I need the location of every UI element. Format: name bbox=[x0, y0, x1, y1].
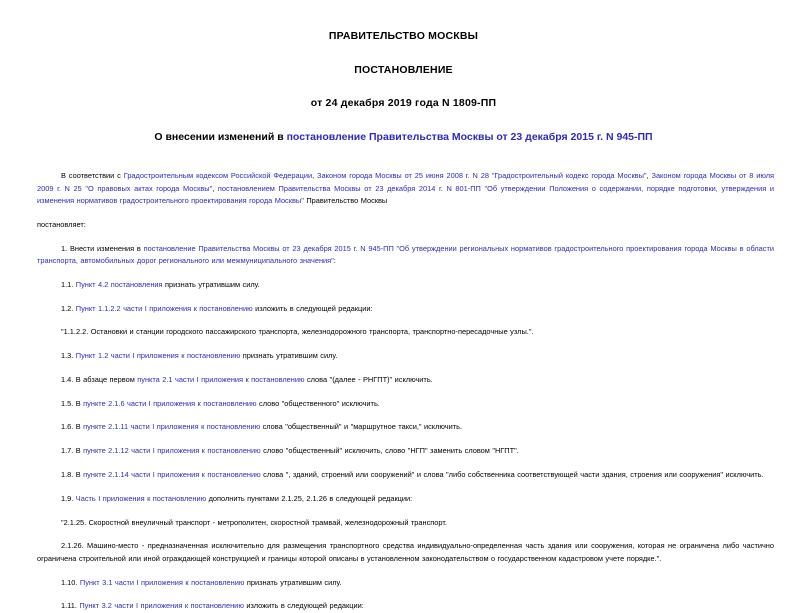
item-1-2-text-1: 1.2. bbox=[61, 303, 76, 313]
document-date-number: от 24 декабря 2019 года N 1809-ПП bbox=[310, 97, 497, 110]
resolves-label: постановляет: bbox=[37, 219, 86, 229]
preamble-link-zakon-28[interactable]: Законом города Москвы от 25 июня 2008 г. N 28 "Градостроительный кодекс города Москвы" bbox=[317, 171, 647, 181]
item-1-7-text-1: 1.7. В bbox=[61, 446, 84, 456]
item-1-11-text-1: 1.11. bbox=[61, 601, 80, 611]
item-1-4-link[interactable]: пункта 2.1 части I приложения к постановлению bbox=[137, 374, 305, 384]
item-1-4 bbox=[37, 374, 774, 386]
item-1-10 bbox=[37, 577, 774, 589]
preamble-link-gradkodeks-rf[interactable]: Градостроительным кодексом Российской Федерации bbox=[123, 171, 313, 181]
item-1-11-link[interactable]: Пункт 3.2 части I приложения к постановлению bbox=[79, 601, 244, 611]
item-1-3-text-2: признать утратившим силу. bbox=[240, 351, 338, 361]
item-1-10-text-2: признать утратившим силу. bbox=[244, 577, 342, 587]
item-1-4-text-2: слова "(далее - РНГПТ)" исключить. bbox=[304, 374, 433, 384]
item-quote-1122 bbox=[37, 326, 774, 338]
preamble-text-5: Правительство Москвы bbox=[303, 196, 388, 206]
item-1-5-text-1: 1.5. В bbox=[61, 398, 84, 408]
preamble-paragraph bbox=[37, 170, 774, 207]
item-1-6-text-2: слова "общественный" и "маршрутное такси," исключить. bbox=[260, 422, 463, 432]
item-1-6-link[interactable]: пункте 2.1.11 части I приложения к постановлению bbox=[83, 422, 261, 432]
item-1-6-text-1: 1.6. В bbox=[61, 422, 84, 432]
item-1-9-text-1: 1.9. bbox=[61, 493, 76, 503]
preamble-text-3: , bbox=[646, 171, 652, 181]
document-body bbox=[0, 170, 807, 612]
preamble-link-postanovlenie-801[interactable]: постановлением Правительства Москвы от 23 декабря 2014 г. N 801-ПП "Об утверждении Положения о содержании, порядке подготовки, утверждения и изменения нормативов градостроительного проектирования города Москвы" bbox=[37, 183, 774, 206]
document-header bbox=[0, 0, 807, 144]
item-1-3 bbox=[37, 350, 774, 362]
item-1-8-link[interactable]: пункте 2.1.14 части I приложения к постановлению bbox=[83, 470, 261, 480]
item-1 bbox=[37, 243, 774, 268]
item-1-9-text-2: дополнить пунктами 2.1.25, 2.1.26 в следующей редакции: bbox=[206, 493, 413, 503]
item-1-3-link[interactable]: Пункт 1.2 части I приложения к постановлению bbox=[75, 351, 241, 361]
item-1-8 bbox=[37, 469, 774, 481]
organization-name: ПРАВИТЕЛЬСТВО МОСКВЫ bbox=[328, 30, 479, 42]
preamble-link-zakon-25[interactable]: Законом города Москвы от 8 июля 2009 г. N 25 "О правовых актах города Москвы" bbox=[37, 171, 775, 193]
item-1-1-text-2: признать утратившим силу. bbox=[162, 279, 260, 289]
item-1-4-text-1: 1.4. В абзаце первом bbox=[61, 374, 138, 384]
item-1-8-text-1: 1.8. В bbox=[61, 470, 84, 480]
item-1-10-link[interactable]: Пункт 3.1 части I приложения к постановлению bbox=[79, 577, 245, 587]
preamble-text-2: , bbox=[312, 171, 318, 181]
item-1-11 bbox=[37, 600, 774, 612]
item-1-1-link[interactable]: Пункт 4.2 постановления bbox=[75, 279, 163, 289]
item-1-10-text-1: 1.10. bbox=[61, 577, 80, 587]
item-1-text-2: : bbox=[333, 255, 336, 265]
item-1-1-text-1: 1.1. bbox=[61, 279, 76, 289]
document-title-prefix: О внесении изменений в bbox=[154, 130, 287, 143]
item-quote-2126-text: 2.1.26. Машино-место - предназначенная исключительно для размещения транспортного средства индивидуально-определенная часть здания или сооружения, которая не ограничена либо частично ограничена строительной или иной ограждающей конструкцией и границы которой описаны в установленном законодательством о государственном кадастровом учете порядке.". bbox=[37, 541, 774, 563]
item-1-link[interactable]: постановление Правительства Москвы от 23 декабря 2015 г. N 945-ПП "Об утверждении региональных нормативов градостроительного проектирования города Москвы в области транспорта, автомобильных дорог регионального или межмуниципального значения" bbox=[37, 243, 774, 265]
item-1-9 bbox=[37, 493, 774, 505]
item-quote-1122-text: "1.1.2.2. Остановки и станции городского пассажирского транспорта, железнодорожного транспорта, транспортно-пересадочные узлы.". bbox=[61, 327, 534, 337]
item-1-8-text-2: слова ", зданий, строений или сооружений" и слова "либо собственника соответствующей части здания, строения или сооружения" исключить. bbox=[260, 470, 764, 480]
item-quote-2125 bbox=[37, 517, 774, 529]
item-1-9-link[interactable]: Часть I приложения к постановлению bbox=[75, 493, 207, 503]
item-1-5-link[interactable]: пункте 2.1.6 части I приложения к постановлению bbox=[83, 398, 257, 408]
item-1-3-text-1: 1.3. bbox=[61, 351, 76, 361]
item-1-5 bbox=[37, 398, 774, 410]
preamble-text-4: , bbox=[212, 183, 218, 193]
preamble-text-1: В соответствии с bbox=[61, 171, 124, 181]
document-type: ПОСТАНОВЛЕНИЕ bbox=[354, 63, 453, 76]
item-1-5-text-2: слово "общественного" исключить. bbox=[256, 398, 380, 408]
item-1-2-text-2: изложить в следующей редакции: bbox=[252, 303, 373, 313]
document-title bbox=[0, 131, 807, 145]
item-1-6 bbox=[37, 421, 774, 433]
item-1-1 bbox=[37, 279, 774, 291]
item-1-7 bbox=[37, 445, 774, 457]
item-1-11-text-2: изложить в следующей редакции: bbox=[243, 601, 364, 611]
item-1-7-link[interactable]: пункте 2.1.12 части I приложения к постановлению bbox=[83, 446, 261, 456]
item-quote-2125-text: "2.1.25. Скоростной внеуличный транспорт - метрополитен, скоростной трамвай, железнодорожный транспорт. bbox=[61, 517, 447, 527]
item-quote-2126 bbox=[37, 540, 774, 565]
item-1-2-link[interactable]: Пункт 1.1.2.2 части I приложения к постановлению bbox=[75, 303, 253, 313]
item-1-7-text-2: слово "общественный" исключить, слово "НГП" заменить словом "НГПТ". bbox=[260, 446, 519, 456]
document-title-link[interactable]: постановление Правительства Москвы от 23 декабря 2015 г. N 945-ПП bbox=[286, 130, 653, 143]
item-1-2 bbox=[37, 303, 774, 315]
item-1-text-1: 1. Внести изменения в bbox=[61, 243, 144, 253]
